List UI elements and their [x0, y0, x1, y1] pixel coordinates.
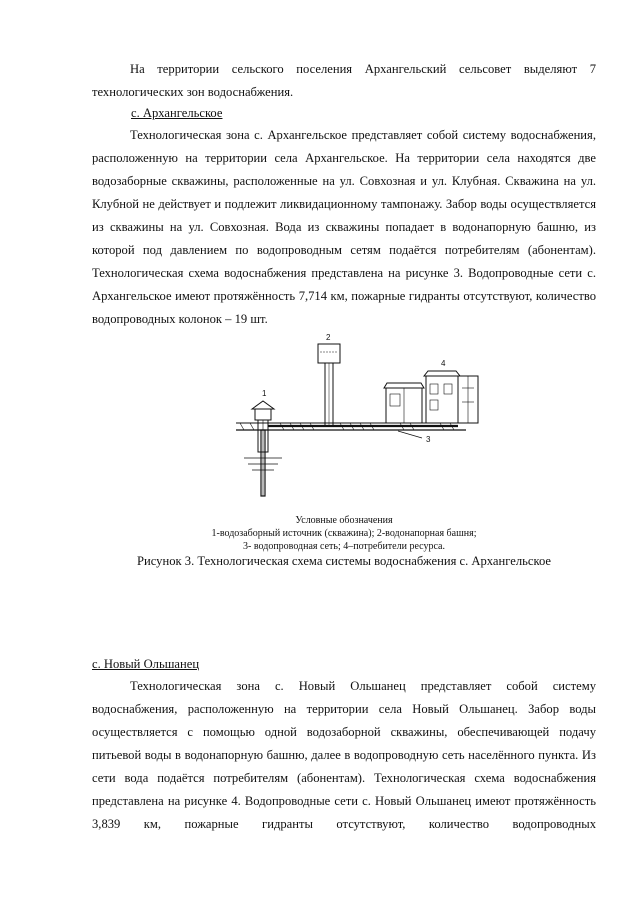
figure-label-3: 3 — [426, 435, 431, 444]
water-tower — [318, 344, 340, 425]
paragraph-novy-olshanets: Технологическая зона с. Новый Ольшанец представляет собой систему водоснабжения, расположенную на территории села Новый Ольшанец. Забор воды осуществляется с помощью одной водозаборной скважины, обеспечивающей подачу питьевой воды в водонапорную башню, далее в водопроводную сеть населённого пункта. Из сети вода подаётся потребителям (абонентам). Технологическая схема водоснабжения представлена на рисунке 4. Водопроводные сети с. Новый Ольшанец имеют протяжённость 3,839 км, пожарные гидранты отсутствуют, количество водопроводных — [92, 679, 596, 831]
water-supply-scheme-figure — [228, 330, 488, 508]
consumer-buildings — [384, 371, 478, 423]
section-heading-novy-olshanets: с. Новый Ольшанец — [92, 657, 200, 671]
figure-label-2: 2 — [326, 333, 331, 342]
section-heading-arkhangelskoe: с. Архангельское — [131, 106, 223, 120]
figure-caption: Рисунок 3. Технологическая схема системы водоснабжения с. Архангельское — [137, 554, 551, 568]
paragraph-arkhangelskoe: Технологическая зона с. Архангельское представляет собой систему водоснабжения, расположенную на территории села Архангельское. На территории села находятся две водозаборные скважины, расположенные на ул. Совхозная и ул. Клубная. Скважина на ул. Клубной не действует и подлежит ликвидационному тампонажу. Забор воды осуществляется из скважины на ул. Совхозная. Вода из скважины попадает в водонапорную башню, из которой под давлением по водопроводным сетям подаётся потребителям (абонентам). Технологическая схема водоснабжения представлена на рисунке 3. Водопроводные сети с. Архангельское имеют протяжённость 7,714 км, пожарные гидранты отсутствуют, количество водопроводных колонок – 19 шт. — [92, 128, 596, 326]
figure-label-4: 4 — [441, 359, 446, 368]
figure-label-1: 1 — [262, 389, 267, 398]
legend-title: Условные обозначения — [295, 515, 393, 526]
legend-line-2: 3- водопроводная сеть; 4–потребители ресурса. — [243, 541, 445, 552]
well-borehole — [244, 401, 282, 496]
water-supply-scheme-diagram — [228, 330, 488, 508]
intro-paragraph: На территории сельского поселения Архангельский сельсовет выделяют 7 технологических зон водоснабжения. — [92, 62, 596, 99]
legend-line-1: 1-водозаборный источник (скважина); 2-водонапорная башня; — [211, 528, 477, 539]
